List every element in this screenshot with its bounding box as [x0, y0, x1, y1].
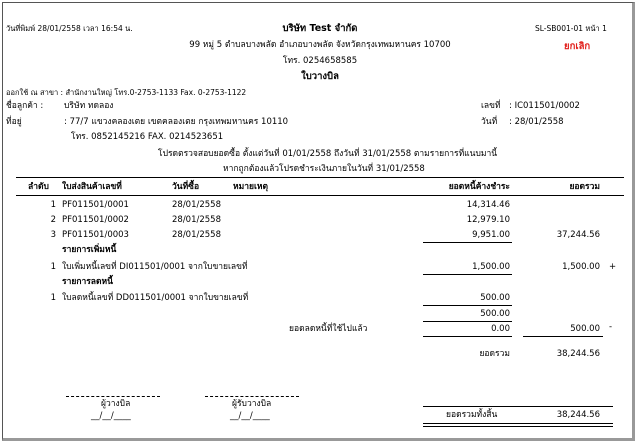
branch-line: ออกใช้ ณ สาขา : สำนักงานใหญ่ โทร.0-2753-1133 Fax. 0-2753-1122 [6, 88, 247, 97]
receiver-date: __/__/____ [230, 411, 270, 421]
credit-subtotal-rule [423, 321, 512, 322]
col-invoice: ใบส่งสินค้าเลขที่ [62, 182, 122, 192]
date-label: วันที่ [481, 117, 498, 127]
debit-section-title: รายการเพิ่มหนี้ [62, 245, 117, 255]
credit-subtotal: 500.00 [480, 309, 510, 319]
docno-value: : IC011501/0002 [509, 101, 580, 111]
grand-total: 38,244.56 [556, 410, 600, 420]
customer-address-label: ที่อยู่ [6, 117, 22, 127]
docno-label: เลขที่ [481, 101, 501, 111]
company-phone: โทร. 0254658585 [282, 56, 358, 66]
col-date: วันที่ซื้อ [172, 182, 200, 192]
receiver-label: ผู้รับวางบิล [232, 399, 272, 409]
print-date-line: วันที่พิมพ์ 28/01/2558 เวลา 16:54 น. [6, 24, 133, 33]
customer-address: : 77/7 แขวงคลองเตย เขตคลองเตย กรุงเทพมหานคร 10110 [64, 117, 289, 127]
customer-name: บริษัท ทดลอง [64, 101, 114, 111]
date-value: : 28/01/2558 [509, 117, 564, 127]
cancel-stamp: ยกเลิก [564, 41, 591, 52]
grand-total-label: ยอดรวมทั้งสิ้น [446, 410, 498, 420]
credit-used-rule [423, 336, 512, 337]
customer-contact: โทร. 0852145216 FAX. 0214523651 [71, 132, 224, 142]
notice-line-1: โปรดตรวจสอบยอดซื้อ ตั้งแต่วันที่ 01/01/2558 ถึงวันที่ 31/01/2558 ตามรายการที่แนบมานี้ [158, 149, 498, 159]
minus-sign: - [609, 322, 613, 332]
receiver-signature-line [205, 396, 299, 397]
col-outstanding: ยอดหนี้ค้างชำระ [448, 182, 510, 192]
invoice-subtotal-rule [423, 242, 512, 243]
notice-line-2: หากถูกต้องแล้วโปรดชำระเงินภายในวันที่ 31/01/2558 [223, 164, 425, 174]
credit-used-amount: 0.00 [491, 324, 510, 334]
grand-total-top-rule [423, 406, 613, 407]
biller-date: __/__/____ [91, 411, 131, 421]
credit-section-title: รายการลดหนี้ [62, 277, 113, 287]
table-header-bottom-rule [16, 195, 624, 196]
summary-total: 38,244.56 [556, 349, 600, 359]
company-name: บริษัท Test จำกัด [282, 23, 358, 34]
document-title: ใบวางบิล [301, 71, 339, 82]
biller-signature-line [66, 396, 160, 397]
credit-rule [423, 305, 512, 306]
table-header-top-rule [16, 177, 624, 178]
credit-used-label: ยอดลดหนี้ที่ใช้ไปแล้ว [289, 324, 368, 334]
col-no: ลำดับ [28, 182, 49, 192]
grand-total-bottom-rule [423, 423, 613, 424]
plus-sign: + [609, 262, 617, 272]
biller-label: ผู้วางบิล [101, 399, 131, 409]
col-total: ยอดรวม [569, 182, 600, 192]
customer-name-label: ชื่อลูกค้า : [6, 101, 44, 111]
debit-rule [423, 274, 512, 275]
invoice-total: 37,244.56 [556, 230, 600, 240]
company-address: 99 หมู่ 5 ตำบลบางพลัด อำเภอบางพลัด จังหวัดกรุงเทพมหานคร 10700 [189, 40, 451, 50]
col-remark: หมายเหตุ [233, 182, 268, 192]
grand-total-double-rule [423, 426, 613, 427]
credit-total: 500.00 [570, 324, 600, 334]
summary-total-label: ยอดรวม [479, 349, 510, 359]
doc-code: SL-SB001-01 หน้า 1 [535, 24, 607, 33]
total-rule [523, 336, 603, 337]
